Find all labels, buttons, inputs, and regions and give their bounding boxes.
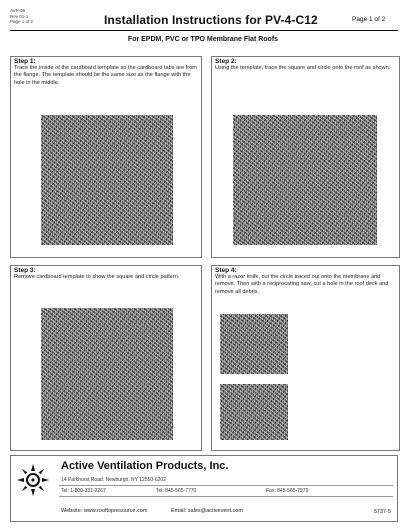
phone-number: Tel: 1-800-331-2267 — [61, 488, 106, 494]
step-3-text: Remove cardboard template to show the square and circle pattern. — [14, 274, 180, 280]
page-subtitle: For EPDM, PVC or TPO Membrane Flat Roofs — [127, 36, 279, 43]
step-1-panel — [10, 56, 202, 258]
company-address: 14 Parkhurst Road, Newburgh, NY 12550-6202 — [61, 477, 166, 483]
step-1-label: Step 1: — [14, 58, 36, 65]
footer-divider — [59, 496, 393, 497]
step-2-panel — [211, 56, 400, 258]
step-2-photo — [233, 115, 377, 245]
code-line: AVP-05 — [10, 8, 26, 13]
company-name: Active Ventilation Products, Inc. — [61, 460, 229, 472]
phone-number-2: Tel: 845-565-7770 — [156, 488, 197, 494]
website-link[interactable]: Website: www.rooftopresource.com — [61, 508, 148, 514]
header-divider — [10, 30, 398, 31]
document-number: 5737-5 — [373, 509, 391, 515]
step-3-panel — [10, 265, 202, 451]
step-1-text: Trace the inside of the cardboard template so the cardboard tabs are from the flange. The template should be the same size as the flange with the hole in the middle. — [14, 65, 197, 86]
page-title: Installation Instructions for PV-4-C12 — [104, 13, 318, 27]
step-4-photo-top — [220, 314, 288, 374]
step-4-photo-bottom — [220, 384, 288, 440]
step-3-photo — [41, 308, 173, 440]
company-logo-icon — [15, 462, 51, 498]
company-footer — [10, 455, 398, 522]
document-page — [4, 4, 402, 523]
fax-number: Fax: 845-565-7979 — [266, 488, 309, 494]
step-2-label: Step 2: — [215, 58, 237, 65]
step-4-label: Step 4: — [215, 267, 237, 274]
footer-divider — [59, 485, 393, 486]
code-line: Page 1 of 2 — [10, 19, 34, 24]
step-4-panel — [211, 265, 400, 451]
page-number: Page 1 of 2 — [352, 16, 386, 23]
code-line: Rev 01-1 — [10, 13, 29, 19]
step-4-text: With a razor knife, cut the circle traced out onto the membrane and remove. Then with a reciprocating saw, cut a hole in the roof deck and remove all debris. — [215, 274, 389, 295]
step-3-label: Step 3: — [14, 267, 36, 274]
document-code — [10, 8, 50, 25]
email-link[interactable]: Email: sales@activevent.com — [171, 508, 243, 514]
step-2-text: Using the template, trace the square and circle onto the roof as shown. — [215, 65, 391, 71]
step-1-photo — [41, 115, 173, 245]
